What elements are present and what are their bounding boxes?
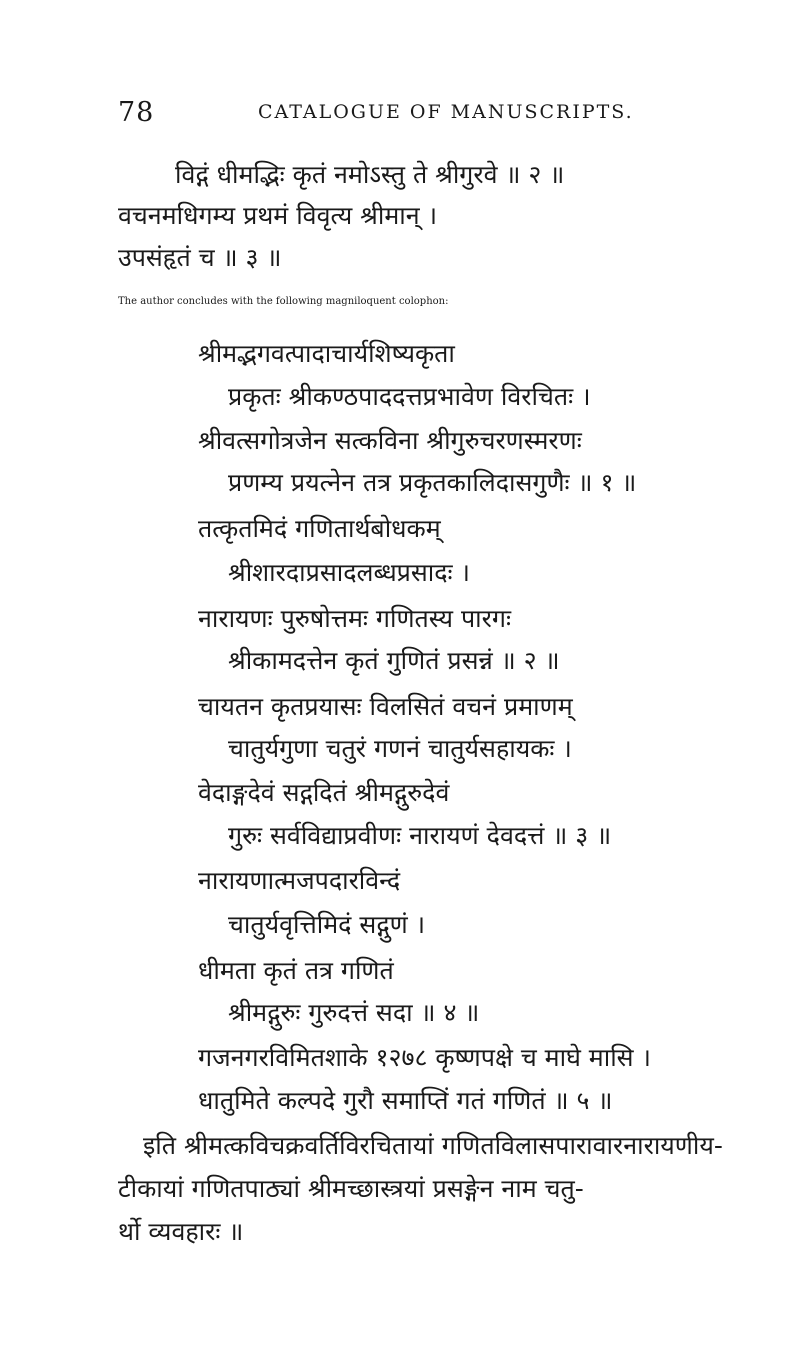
colophon-line: प्रकृतः श्रीकण्ठपाददत्तप्रभावेण विरचितः । [228, 382, 591, 411]
colophon-line: नारायणात्मजपदारविन्दं [198, 866, 401, 895]
colophon-line: चातुर्यगुणा चतुरं गणनं चातुर्यसहायकः । [228, 734, 572, 763]
colophon-line: तत्कृतमिदं गणितार्थबोधकम् [198, 514, 441, 543]
colophon-line: श्रीमद्गुरुः गुरुदत्तं सदा ॥ ४ ॥ [228, 998, 480, 1027]
closing-line: र्थो व्यवहारः ॥ [118, 1217, 244, 1246]
colophon-intro: The author concludes with the following magniloquent colophon: [118, 296, 449, 307]
colophon-line: श्रीशारदाप्रसादलब्धप्रसादः । [228, 558, 471, 587]
colophon-line: गजनगरविमितशाके १२७८ कृष्णपक्षे च माघे मासि । [198, 1043, 652, 1072]
colophon-line: चातुर्यवृत्तिमिदं सद्गुणं । [228, 910, 426, 939]
verse-line: वचनमधिगम्य प्रथमं विवृत्य श्रीमान् । [118, 201, 438, 230]
colophon-line: धातुमिते कल्पदे गुरौ समाप्तिं गतं गणितं ॥ ५ ॥ [198, 1086, 613, 1115]
verse-line: उपसंहृतं च ॥ ३ ॥ [118, 243, 282, 272]
closing-line: इति श्रीमत्कविचक्रवर्तिविरचितायां गणितविलासपारावारनारायणीय- [143, 1131, 723, 1160]
closing-line: टीकायां गणितपाठ्यां श्रीमच्छास्त्रयां प्रसङ्गेन नाम चतु- [118, 1174, 584, 1203]
colophon-line: धीमता कृतं तत्र गणितं [198, 956, 394, 985]
colophon-line: गुरुः सर्वविद्याप्रवीणः नारायणं देवदत्तं ॥ ३ ॥ [228, 821, 612, 850]
running-head: CATALOGUE OF MANUSCRIPTS. [258, 101, 634, 123]
colophon-line: वेदाङ्गदेवं सद्गदितं श्रीमद्गुरुदेवं [198, 778, 450, 807]
colophon-line: चायतन कृतप्रयासः विलसितं वचनं प्रमाणम् [198, 692, 573, 721]
colophon-line: नारायणः पुरुषोत्तमः गणितस्य पारगः [198, 604, 511, 633]
colophon-line: श्रीकामदत्तेन कृतं गुणितं प्रसन्नं ॥ २ ॥ [228, 646, 560, 675]
colophon-line: प्रणम्य प्रयत्नेन तत्र प्रकृतकालिदासगुणैः ॥ १ ॥ [228, 468, 637, 497]
page-number: 78 [118, 97, 155, 128]
colophon-line: श्रीमद्भगवत्पादाचार्यशिष्यकृता [198, 339, 455, 368]
colophon-line: श्रीवत्सगोत्रजेन सत्कविना श्रीगुरुचरणस्मरणः [198, 426, 582, 455]
verse-line: विद्गं धीमद्भिः कृतं नमोऽस्तु ते श्रीगुरवे ॥ २ ॥ [175, 160, 565, 189]
